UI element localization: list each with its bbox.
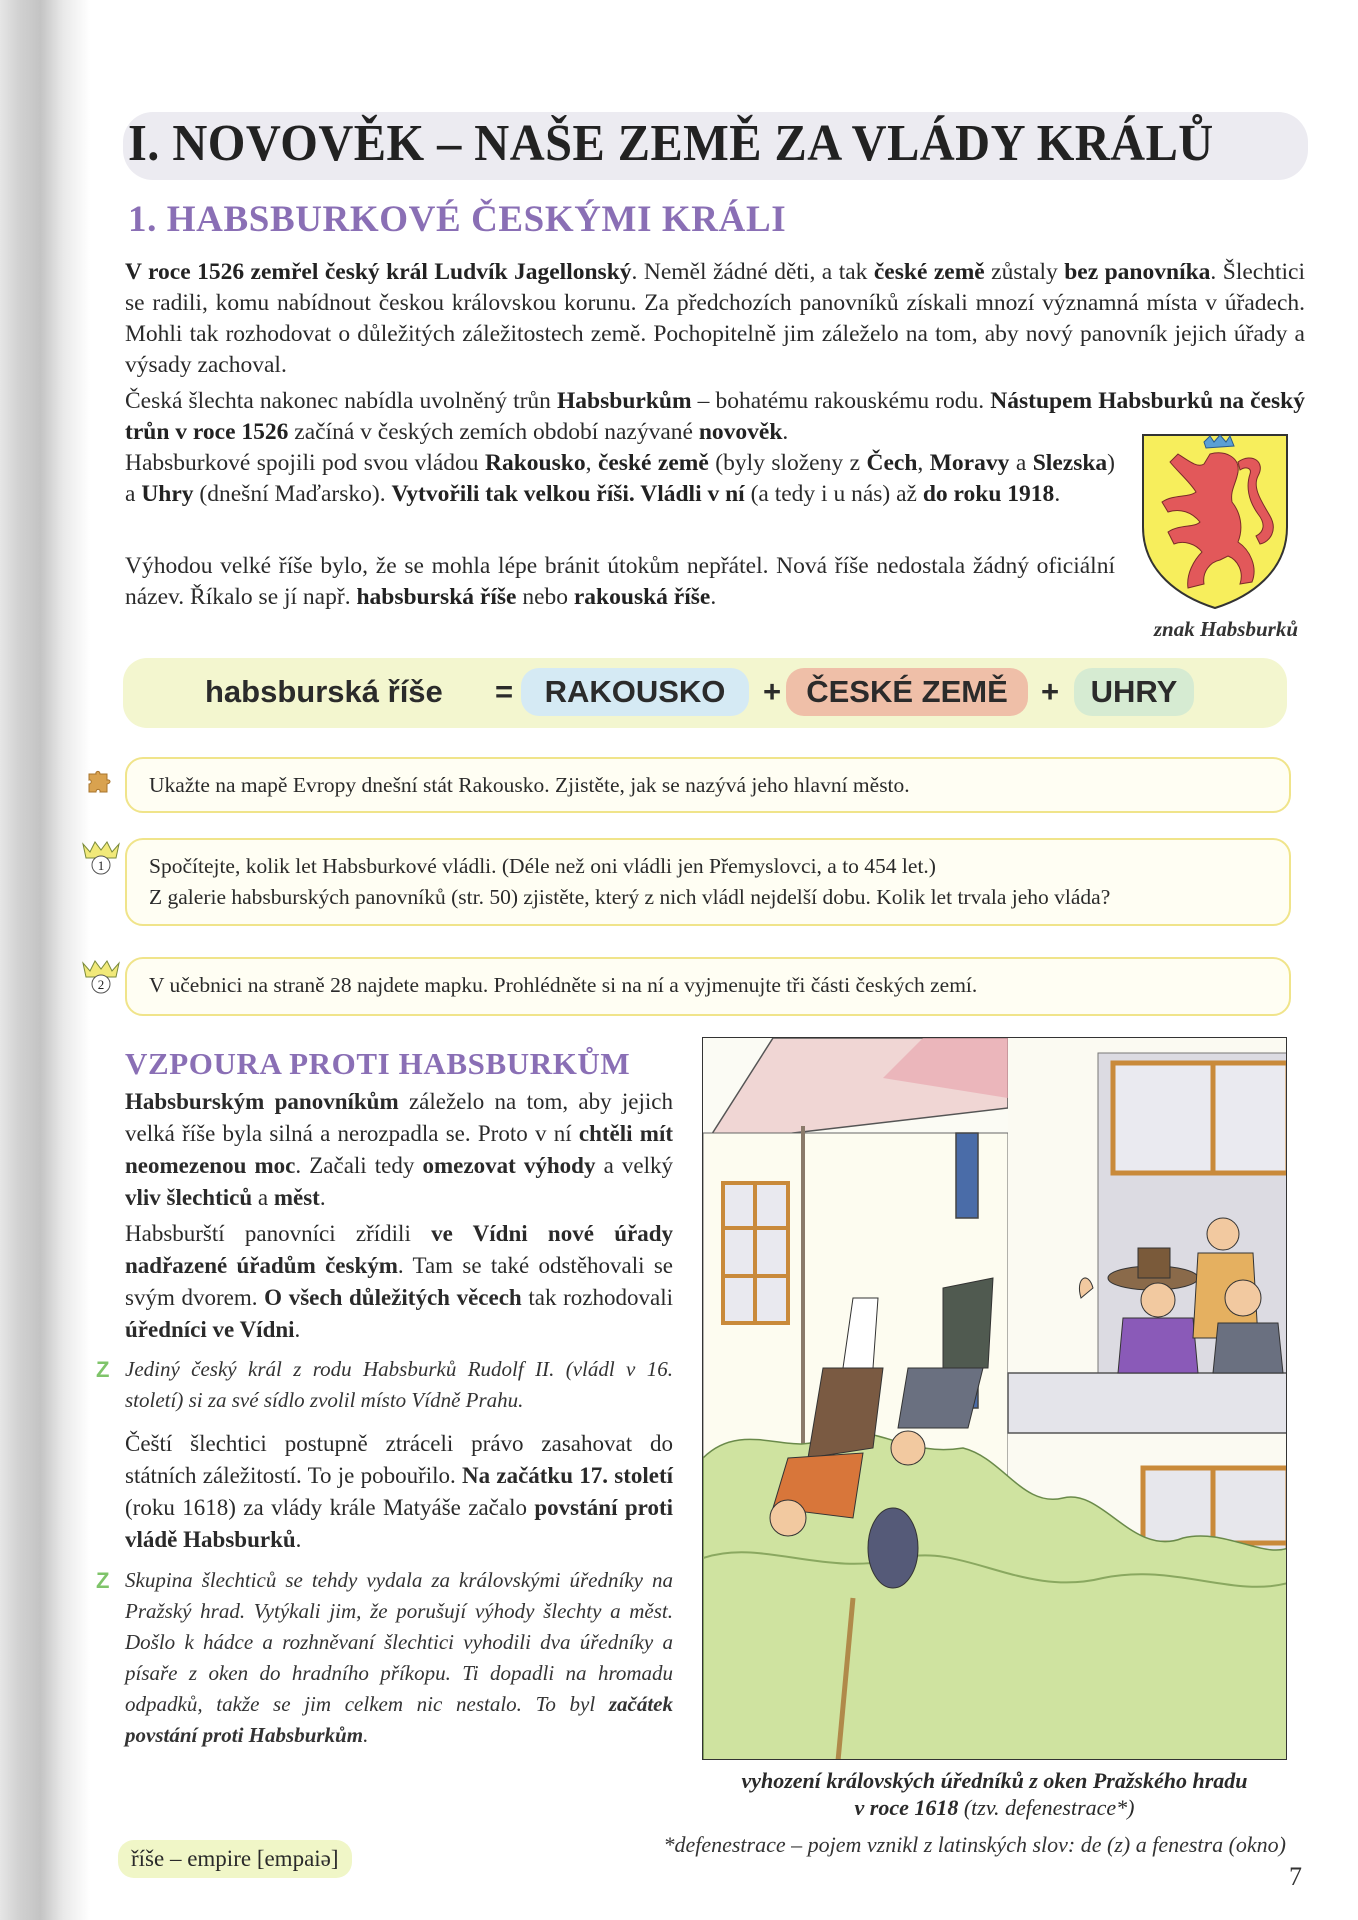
bold-term: Moravy [929, 450, 1010, 476]
text-run: (roku 1618) za vlády krále Matyáše začalo [125, 1495, 535, 1520]
text-run: – bohatému rakouskému rodu. [691, 388, 991, 414]
bold-term: české země [873, 259, 985, 285]
bold-term: habsburská říše [356, 584, 517, 610]
text-run: Čeští šlechtici postupně ztráceli právo zasahovat do státních záležitostí. To je pobouřilo. [125, 1431, 673, 1488]
bold-term: bez panovníka [1064, 259, 1211, 285]
book-binding-shadow [0, 0, 90, 1920]
crown-level-1: 1 [97, 858, 105, 873]
formula-pill-ceske-zeme: ČESKÉ ZEMĚ [786, 668, 1028, 716]
text-run: . [294, 1317, 301, 1342]
text-run: zůstaly [984, 259, 1065, 285]
bold-term: Na začátku 17. století [462, 1463, 673, 1488]
note-z-icon: Z [96, 1357, 110, 1382]
text-run: . [363, 1723, 369, 1747]
text-run: ) a [125, 450, 1115, 507]
section-heading-revolt: VZPOURA PROTI HABSBURKŮM [125, 1046, 631, 1081]
bold-term: do roku 1918 [922, 481, 1055, 507]
text-run: . [782, 419, 789, 445]
crown-on-lion [1204, 435, 1234, 448]
text-run: Skupina šlechticů se tehdy vydala za královskými úředníky na Pražský hrad. Vytýkali jim, že porušují výhody šlechty a měst. Došlo k hádce a rozhněvaní šlechtici vyhodili dva úředníky a písaře z oken do hradního příkopu. Ti dopadli na hromadu odpadků, takže se jim celkem nic nestalo. To byl [125, 1568, 673, 1716]
bold-term: ve Vídni nové úřady nadřazené úřadům českým [125, 1221, 673, 1278]
bold-term: Nástupem Habsburků na český trůn v roce 1526 [125, 388, 1306, 445]
text-run: (dnešní Maďarsko). [193, 481, 392, 507]
text-run: . [1054, 481, 1061, 507]
bold-term: úředníci ve Vídni [125, 1317, 295, 1342]
bold-term: chtěli mít neomezenou moc [125, 1121, 673, 1178]
puzzle-icon [87, 770, 113, 794]
intro-paragraph-4 [125, 551, 1115, 613]
coat-of-arms-caption: znak Habsburků [1153, 617, 1298, 641]
text-run: . Začali tedy [295, 1153, 423, 1178]
falling-hat [868, 1508, 918, 1588]
text-run: tak rozhodovali [521, 1285, 673, 1310]
bold-term: vliv šlechticů [125, 1185, 253, 1210]
bold-term: Rakousko [485, 450, 586, 476]
window-top [1113, 1063, 1287, 1173]
text-run: začíná v českých zemích období nazývané [288, 419, 699, 445]
bold-term: novověk [698, 419, 783, 445]
bold-term: Čech [866, 450, 918, 476]
bold-term: omezovat výhody [422, 1153, 596, 1178]
text-run: (byly složeny z [708, 450, 867, 476]
note-z-icon: Z [96, 1568, 110, 1593]
bold-term: české země [597, 450, 709, 476]
task-box-map [125, 757, 1291, 813]
bold-term: povstání proti vládě Habsburků [125, 1495, 674, 1552]
task-text: Ukažte na mapě Evropy dnešní stát Rakousko. Zjistěte, jak se nazývá jeho hlavní město. [149, 773, 910, 797]
caption-term: (tzv. defenestrace*) [958, 1795, 1135, 1820]
formula-plus: + [763, 674, 782, 709]
formula-pill-rakousko: RAKOUSKO [521, 668, 749, 716]
text-run: . Neměl žádné děti, a tak [631, 259, 874, 285]
formula-plus: + [1041, 674, 1060, 709]
bold-term: Habsburským panovníkům [125, 1089, 399, 1114]
crown-icon [80, 836, 122, 876]
crown-icon [80, 955, 122, 995]
formula-equals: = [495, 674, 514, 709]
text-run: Česká šlechta nakonec nabídla uvolněný trůn [125, 388, 558, 414]
task-text: V učebnici na straně 28 najdete mapku. Prohlédněte si na ní a vyjmenujte tři části českých zemí. [149, 973, 978, 997]
glossary-entry: říše – empire [empaiə] [118, 1840, 352, 1878]
task-text: Spočítejte, kolik let Habsburkové vládli. (Déle než oni vládli jen Přemyslovci, a to 454 let.) [149, 854, 936, 878]
task-text: Z galerie habsburských panovníků (str. 50) zjistěte, který z nich vládl nejdelší dobu. Kolik let trvala jeho vláda? [149, 885, 1111, 909]
revolt-paragraph-1 [125, 1086, 673, 1214]
note-defenestration [125, 1565, 673, 1751]
text-run: a velký [595, 1153, 673, 1178]
footnote: *defenestrace – pojem vznikl z latinských slov: de (z) a fenestra (okno) [663, 1832, 1286, 1857]
illustration-caption: vyhození královských úředníků z oken Pražského hradu [741, 1768, 1248, 1793]
section-title: 1. HABSBURKOVÉ ČESKÝMI KRÁLI [128, 199, 787, 240]
text-run: (a tedy i u nás) až [744, 481, 923, 507]
text-run: . [295, 1527, 302, 1552]
bold-term: O všech důležitých věcech [264, 1285, 522, 1310]
bold-term: začátek povstání proti Habsburkům [125, 1692, 673, 1747]
bold-term: Slezska [1032, 450, 1108, 476]
text-run: záleželo na tom, aby jejich velká říše byla silná a nerozpadla se. Proto v ní [125, 1089, 673, 1146]
defenestration-illustration [702, 1037, 1287, 1760]
formula-pill-uhry: UHRY [1074, 668, 1194, 716]
text-run: nebo [516, 584, 574, 610]
text-run: a [252, 1185, 274, 1210]
text-run: a [1009, 450, 1033, 476]
bold-term: Habsburkům [557, 388, 692, 414]
text-run: Výhodou velké říše bylo, že se mohla lépe bránit útokům nepřátel. Nová říše nedostala žádný oficiální název. Říkalo se jí např. [125, 553, 1115, 610]
task-box-count-years [125, 838, 1291, 926]
window-small-1 [956, 1133, 978, 1218]
illustration-caption-line-2 [702, 1795, 1287, 1821]
text-run: Habsburkové spojili pod svou vládou [125, 450, 486, 476]
bold-term: rakouská říše [573, 584, 711, 610]
text-run: . Tam se také odstěhovali se svým dvorem. [125, 1253, 673, 1310]
bold-term: V roce 1526 zemřel český král Ludvík Jagellonský [125, 259, 632, 285]
intro-paragraph-1 [125, 257, 1305, 381]
crown-level-2: 2 [97, 977, 105, 992]
chapter-title: I. NOVOVĚK – NAŠE ZEMĚ ZA VLÁDY KRÁLŮ [128, 115, 1214, 172]
habsburg-coat-of-arms [1140, 432, 1290, 610]
text-run: Habsburští panovníci zřídili [125, 1221, 432, 1246]
revolt-paragraph-2 [125, 1218, 673, 1346]
revolt-paragraph-3 [125, 1428, 673, 1556]
page-number: 7 [1289, 1862, 1302, 1891]
balcony-ledge [1008, 1373, 1287, 1433]
task-box-textbook-map [125, 957, 1291, 1016]
formula-lhs: habsburská říše [205, 674, 443, 709]
formula-box [123, 658, 1287, 728]
bold-term: měst [273, 1185, 320, 1210]
text-run: . Šlechtici se radili, komu nabídnout českou královskou korunu. Za předchozích panovníků získali mnozí významná místa v úřadech. Mohli tak rozhodovat o důležitých záležitostech země. Pochopitelně jim záleželo na tom, aby nový panovník jejich úřady a výsady zachoval. [125, 259, 1305, 378]
intro-paragraph-3 [125, 448, 1115, 510]
text-run: . [710, 584, 717, 610]
caption-year: v roce 1618 [854, 1795, 959, 1820]
bold-term: Uhry [141, 481, 194, 507]
bold-term: Vytvořili tak velkou říši. Vládli v ní [391, 481, 745, 507]
intro-paragraph-2 [125, 386, 1305, 448]
text-run: . [319, 1185, 326, 1210]
illustration-drawing [703, 1038, 1287, 1760]
note-rudolf: Jediný český král z rodu Habsburků Rudolf II. (vládl v 16. století) si za své sídlo zvolil místo Vídně Prahu. [125, 1357, 673, 1412]
text-run: , [585, 450, 598, 476]
text-run: , [917, 450, 930, 476]
